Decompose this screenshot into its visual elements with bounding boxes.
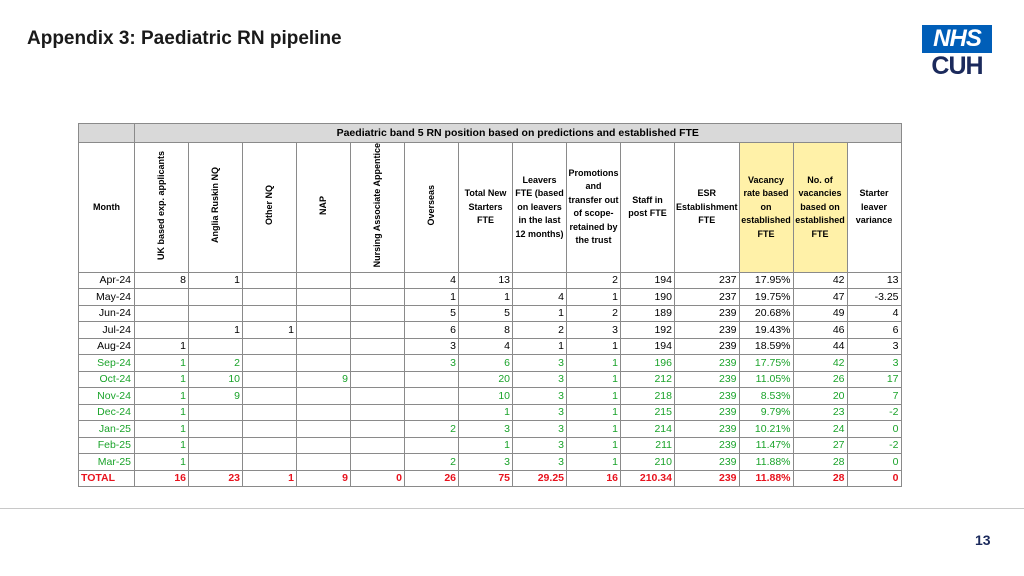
header-nap-label: NAP [318,195,329,215]
cell-vacancies: 49 [793,305,847,322]
header-uk-based-label: UK based exp. applicants [156,150,167,260]
cell-vacancies: 46 [793,322,847,339]
cell-vacancies: 28 [793,470,847,487]
cell-month: Mar-25 [79,454,135,471]
pipeline-table-wrapper [78,123,902,487]
cell-anglia-ruskin: 23 [189,470,243,487]
table-row [79,437,902,454]
cell-overseas: 1 [405,289,459,306]
cell-staff-in-post: 189 [621,305,675,322]
cell-anglia-ruskin [189,338,243,355]
cell-nursing-associate [351,338,405,355]
cell-uk-based: 16 [135,470,189,487]
table-row [79,322,902,339]
cell-esr-establishment: 239 [675,322,740,339]
cell-overseas [405,371,459,388]
total-row [79,470,902,487]
cell-leavers: 4 [513,289,567,306]
cell-uk-based: 1 [135,421,189,438]
cell-leavers: 3 [513,404,567,421]
cell-leavers: 1 [513,338,567,355]
cell-vacancies: 27 [793,437,847,454]
cell-staff-in-post: 194 [621,338,675,355]
cell-nursing-associate [351,421,405,438]
cell-nursing-associate [351,437,405,454]
cell-anglia-ruskin: 10 [189,371,243,388]
cell-vacancies: 23 [793,404,847,421]
cell-staff-in-post: 210.34 [621,470,675,487]
cell-nap [297,289,351,306]
header-variance: Starter leaver variance [847,143,901,273]
cell-month: Apr-24 [79,272,135,289]
cell-vacancy-rate: 11.88% [739,470,793,487]
cell-promotions: 3 [567,322,621,339]
cell-total-new-starters: 1 [459,289,513,306]
cell-vacancy-rate: 8.53% [739,388,793,405]
cell-overseas: 3 [405,355,459,372]
cell-vacancy-rate: 9.79% [739,404,793,421]
cell-promotions: 1 [567,338,621,355]
cell-vacancy-rate: 19.43% [739,322,793,339]
cell-leavers: 3 [513,371,567,388]
cell-month: Aug-24 [79,338,135,355]
cell-esr-establishment: 239 [675,388,740,405]
cell-leavers: 3 [513,388,567,405]
cell-leavers: 3 [513,355,567,372]
cell-overseas: 5 [405,305,459,322]
cell-month: TOTAL [79,470,135,487]
cell-uk-based [135,322,189,339]
cell-promotions: 1 [567,454,621,471]
cell-vacancies: 42 [793,355,847,372]
table-row [79,454,902,471]
table-banner: Paediatric band 5 RN position based on predictions and established FTE [135,124,902,143]
cell-esr-establishment: 237 [675,289,740,306]
table-row [79,289,902,306]
cell-variance: 3 [847,338,901,355]
cell-total-new-starters: 20 [459,371,513,388]
cell-other-nq: 1 [243,470,297,487]
cell-other-nq: 1 [243,322,297,339]
cell-variance: -2 [847,437,901,454]
cell-esr-establishment: 239 [675,305,740,322]
cell-leavers: 3 [513,454,567,471]
cell-promotions: 1 [567,388,621,405]
cell-anglia-ruskin [189,421,243,438]
table-row [79,371,902,388]
cell-month: Oct-24 [79,371,135,388]
cell-other-nq [243,272,297,289]
table-body [79,272,902,487]
cell-promotions: 1 [567,289,621,306]
cell-uk-based [135,289,189,306]
cell-uk-based: 1 [135,355,189,372]
cell-anglia-ruskin: 1 [189,272,243,289]
cell-overseas: 4 [405,272,459,289]
cell-staff-in-post: 192 [621,322,675,339]
table-row [79,388,902,405]
cell-total-new-starters: 1 [459,404,513,421]
cuh-logo-text: CUH [931,52,983,80]
cell-staff-in-post: 194 [621,272,675,289]
header-staff-in-post: Staff in post FTE [621,143,675,273]
cell-month: Feb-25 [79,437,135,454]
cell-variance: -2 [847,404,901,421]
cell-overseas: 2 [405,454,459,471]
cell-staff-in-post: 210 [621,454,675,471]
header-vacancies: No. of vacancies based on established FTE [793,143,847,273]
cell-nursing-associate [351,355,405,372]
cell-variance: 0 [847,421,901,438]
cell-total-new-starters: 10 [459,388,513,405]
cell-total-new-starters: 75 [459,470,513,487]
cell-nap: 9 [297,470,351,487]
cell-other-nq [243,338,297,355]
cell-promotions: 1 [567,421,621,438]
header-uk-based [135,143,189,273]
cell-uk-based: 1 [135,338,189,355]
table-banner-spacer [79,124,135,143]
cell-promotions: 1 [567,404,621,421]
cell-other-nq [243,421,297,438]
cell-nap [297,305,351,322]
cell-esr-establishment: 239 [675,338,740,355]
header-promotions: Promotions and transfer out of scope-retained by the trust [567,143,621,273]
cell-overseas [405,388,459,405]
cell-overseas [405,404,459,421]
page-number: 13 [975,532,991,548]
footer-divider [0,508,1024,509]
cell-variance: 17 [847,371,901,388]
cell-vacancy-rate: 10.21% [739,421,793,438]
cell-overseas [405,437,459,454]
cell-anglia-ruskin: 1 [189,322,243,339]
table-row [79,421,902,438]
cell-esr-establishment: 239 [675,371,740,388]
cell-esr-establishment: 239 [675,454,740,471]
cell-variance: 4 [847,305,901,322]
header-leavers: Leavers FTE (based on leavers in the last 12 months) [513,143,567,273]
cell-vacancy-rate: 11.88% [739,454,793,471]
table-row [79,355,902,372]
header-vacancy-rate: Vacancy rate based on established FTE [739,143,793,273]
cell-staff-in-post: 215 [621,404,675,421]
cell-promotions: 16 [567,470,621,487]
header-esr-establishment: ESR Establishment FTE [675,143,740,273]
cell-nap [297,338,351,355]
header-month: Month [79,143,135,273]
cell-total-new-starters: 3 [459,421,513,438]
header-total-new-starters: Total New Starters FTE [459,143,513,273]
cell-nursing-associate [351,404,405,421]
cell-other-nq [243,371,297,388]
cell-overseas: 3 [405,338,459,355]
cell-nursing-associate [351,454,405,471]
cell-anglia-ruskin [189,454,243,471]
cell-variance: 7 [847,388,901,405]
cell-other-nq [243,355,297,372]
cell-nursing-associate [351,388,405,405]
cell-leavers: 3 [513,421,567,438]
cell-vacancies: 44 [793,338,847,355]
cell-uk-based: 1 [135,404,189,421]
cell-total-new-starters: 3 [459,454,513,471]
cell-uk-based [135,305,189,322]
cell-month: Dec-24 [79,404,135,421]
cell-variance: 0 [847,454,901,471]
cell-vacancies: 47 [793,289,847,306]
cell-promotions: 1 [567,371,621,388]
cell-overseas: 6 [405,322,459,339]
cell-nap: 9 [297,371,351,388]
nhs-cuh-logo [922,25,996,79]
cell-other-nq [243,388,297,405]
cell-nap [297,454,351,471]
cell-vacancy-rate: 11.47% [739,437,793,454]
cell-esr-establishment: 237 [675,272,740,289]
header-overseas [405,143,459,273]
header-nursing-associate-label: Nursing Associate Appentice [372,143,383,268]
cell-nursing-associate [351,305,405,322]
table-row [79,272,902,289]
header-anglia-ruskin-label: Anglia Ruskin NQ [210,167,221,244]
cell-month: Jan-25 [79,421,135,438]
cell-uk-based: 1 [135,454,189,471]
cell-leavers [513,272,567,289]
cell-vacancies: 24 [793,421,847,438]
cell-nap [297,355,351,372]
cell-staff-in-post: 212 [621,371,675,388]
cell-uk-based: 8 [135,272,189,289]
cell-esr-establishment: 239 [675,421,740,438]
cell-anglia-ruskin: 2 [189,355,243,372]
cell-uk-based: 1 [135,371,189,388]
header-other-nq-label: Other NQ [264,185,275,226]
cell-other-nq [243,305,297,322]
cell-total-new-starters: 1 [459,437,513,454]
cell-anglia-ruskin: 9 [189,388,243,405]
header-nursing-associate [351,143,405,273]
cell-total-new-starters: 6 [459,355,513,372]
cell-staff-in-post: 190 [621,289,675,306]
cell-vacancy-rate: 17.75% [739,355,793,372]
cell-promotions: 1 [567,437,621,454]
cell-staff-in-post: 196 [621,355,675,372]
nhs-logo-box: NHS [922,25,992,53]
cell-esr-establishment: 239 [675,470,740,487]
cell-nursing-associate: 0 [351,470,405,487]
cell-overseas: 2 [405,421,459,438]
cell-nap [297,388,351,405]
cell-vacancy-rate: 17.95% [739,272,793,289]
cell-leavers: 3 [513,437,567,454]
cell-other-nq [243,404,297,421]
cell-vacancy-rate: 11.05% [739,371,793,388]
cell-leavers: 2 [513,322,567,339]
cell-vacancies: 42 [793,272,847,289]
cell-total-new-starters: 8 [459,322,513,339]
cell-variance: 3 [847,355,901,372]
cell-staff-in-post: 218 [621,388,675,405]
cell-variance: 0 [847,470,901,487]
cell-nap [297,272,351,289]
cell-vacancies: 26 [793,371,847,388]
cell-nursing-associate [351,371,405,388]
cell-other-nq [243,437,297,454]
cell-vacancies: 20 [793,388,847,405]
cell-uk-based: 1 [135,437,189,454]
header-nap [297,143,351,273]
cell-total-new-starters: 5 [459,305,513,322]
cell-leavers: 29.25 [513,470,567,487]
header-other-nq [243,143,297,273]
cell-vacancy-rate: 20.68% [739,305,793,322]
table-row [79,404,902,421]
cell-other-nq [243,454,297,471]
cell-promotions: 2 [567,305,621,322]
cell-other-nq [243,289,297,306]
cell-month: Jun-24 [79,305,135,322]
cell-month: May-24 [79,289,135,306]
cell-nap [297,404,351,421]
cell-overseas: 26 [405,470,459,487]
cell-vacancy-rate: 19.75% [739,289,793,306]
cell-staff-in-post: 211 [621,437,675,454]
cell-leavers: 1 [513,305,567,322]
cell-anglia-ruskin [189,305,243,322]
cell-nursing-associate [351,322,405,339]
table-row [79,305,902,322]
cell-month: Nov-24 [79,388,135,405]
cell-nap [297,421,351,438]
cell-anglia-ruskin [189,437,243,454]
cell-vacancy-rate: 18.59% [739,338,793,355]
cell-promotions: 2 [567,272,621,289]
cell-esr-establishment: 239 [675,355,740,372]
cell-variance: 6 [847,322,901,339]
cell-nap [297,322,351,339]
cell-anglia-ruskin [189,289,243,306]
cell-nursing-associate [351,272,405,289]
cell-vacancies: 28 [793,454,847,471]
cell-esr-establishment: 239 [675,437,740,454]
table-row [79,338,902,355]
cell-month: Jul-24 [79,322,135,339]
cell-total-new-starters: 4 [459,338,513,355]
cell-anglia-ruskin [189,404,243,421]
header-anglia-ruskin [189,143,243,273]
cell-uk-based: 1 [135,388,189,405]
cell-staff-in-post: 214 [621,421,675,438]
cell-nap [297,437,351,454]
cell-variance: 13 [847,272,901,289]
cell-promotions: 1 [567,355,621,372]
pipeline-table [78,123,902,487]
cell-nursing-associate [351,289,405,306]
cell-month: Sep-24 [79,355,135,372]
slide-title: Appendix 3: Paediatric RN pipeline [27,28,342,49]
cell-esr-establishment: 239 [675,404,740,421]
header-overseas-label: Overseas [426,184,437,226]
cell-total-new-starters: 13 [459,272,513,289]
cell-variance: -3.25 [847,289,901,306]
